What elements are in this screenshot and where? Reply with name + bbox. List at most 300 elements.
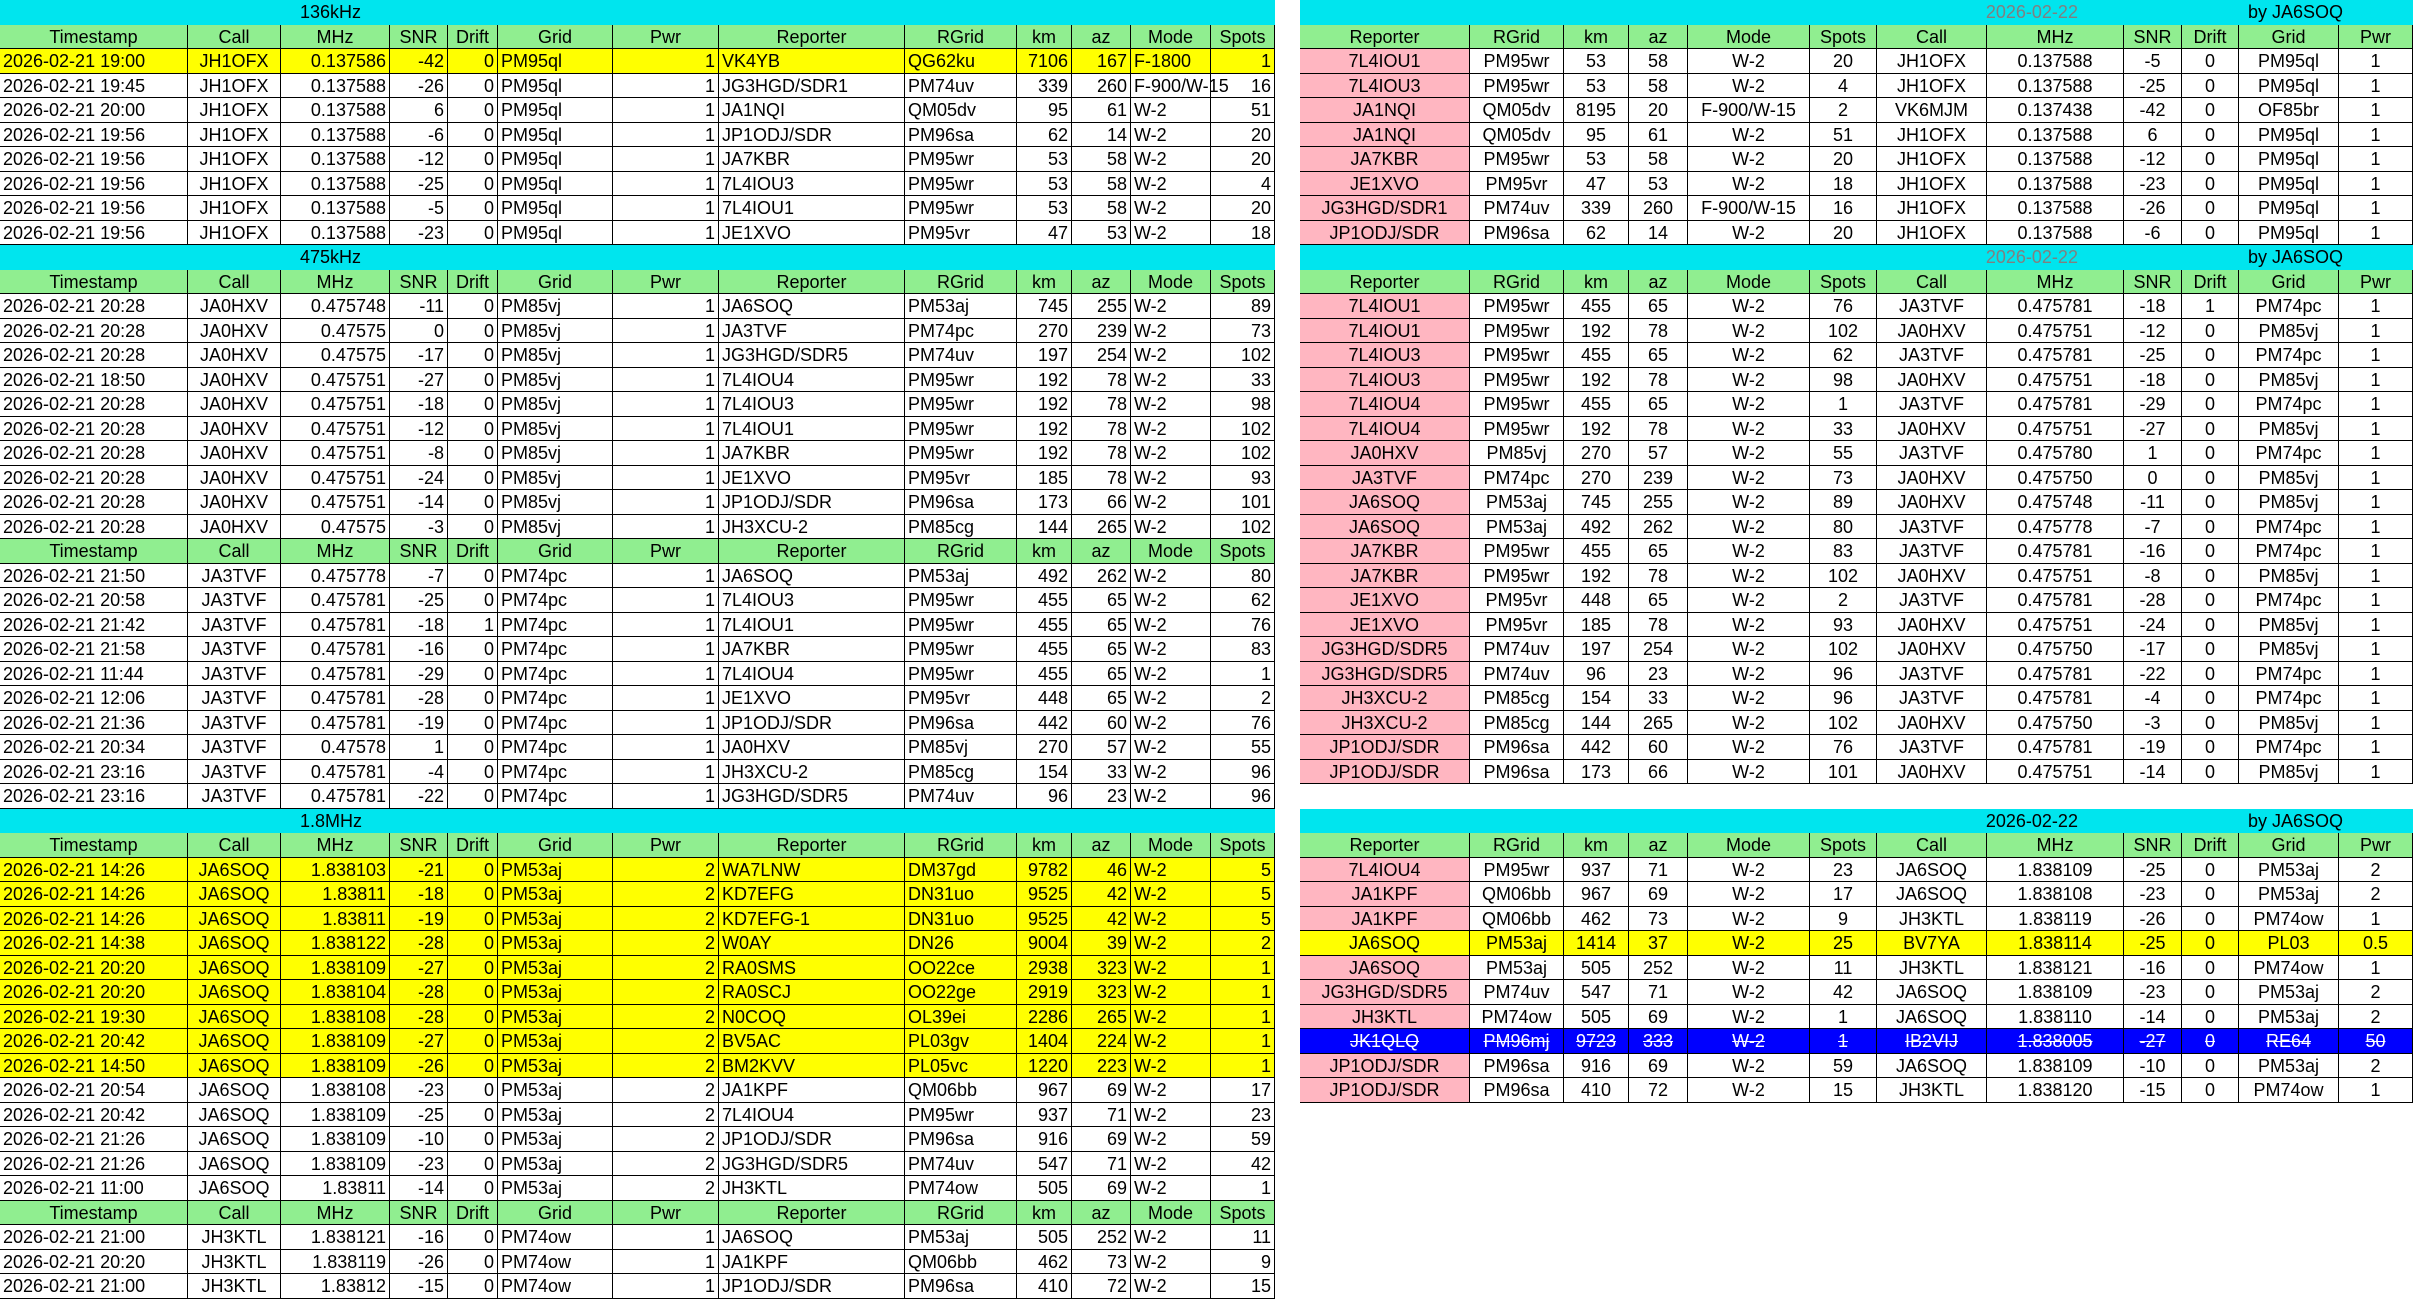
spot-cell[interactable]: W-2 — [1131, 368, 1211, 393]
spot-cell[interactable]: JH1OFX — [188, 221, 281, 246]
spot-cell[interactable]: W0AY — [719, 931, 905, 956]
reporter-cell[interactable]: JA6SOQ — [1300, 515, 1470, 540]
spot-cell[interactable]: PM85cg — [1470, 711, 1564, 736]
spot-cell[interactable]: 0.137588 — [1987, 221, 2124, 246]
spot-cell[interactable]: 7L4IOU3 — [719, 172, 905, 197]
spot-cell[interactable]: PM53aj — [498, 882, 613, 907]
reporter-cell[interactable]: 7L4IOU1 — [1300, 319, 1470, 344]
spot-cell[interactable]: PM53aj — [2239, 1054, 2339, 1079]
spot-cell[interactable]: 2026-02-21 19:45 — [0, 74, 188, 99]
spot-cell[interactable]: W-2 — [1131, 613, 1211, 638]
spot-cell[interactable]: 73 — [1072, 1250, 1131, 1275]
spot-cell[interactable]: PM74ow — [1470, 1005, 1564, 1030]
spot-cell[interactable]: JA0HXV — [1877, 711, 1987, 736]
spot-cell[interactable]: 455 — [1017, 637, 1072, 662]
spot-cell[interactable]: JA3TVF — [188, 564, 281, 589]
spot-cell[interactable]: 78 — [1629, 564, 1688, 589]
spot-cell[interactable]: 442 — [1564, 735, 1629, 760]
spot-cell[interactable]: 0 — [448, 1103, 498, 1128]
spot-cell[interactable]: JA3TVF — [1877, 662, 1987, 687]
spot-cell[interactable]: 0 — [2182, 760, 2239, 785]
spot-cell[interactable]: 0 — [2182, 392, 2239, 417]
spot-cell[interactable]: -7 — [390, 564, 448, 589]
spot-cell[interactable]: JA0HXV — [188, 490, 281, 515]
spot-cell[interactable]: JH1OFX — [188, 196, 281, 221]
spot-cell[interactable]: 0 — [2182, 858, 2239, 883]
spot-cell[interactable]: PM95wr — [905, 441, 1017, 466]
spot-cell[interactable]: KD7EFG — [719, 882, 905, 907]
spot-cell[interactable]: -21 — [390, 858, 448, 883]
spot-cell[interactable]: 65 — [1629, 294, 1688, 319]
spot-cell[interactable]: -25 — [2124, 343, 2182, 368]
spot-cell[interactable]: JA7KBR — [719, 441, 905, 466]
spot-cell[interactable]: 1 — [2339, 294, 2413, 319]
spot-cell[interactable]: 410 — [1564, 1078, 1629, 1103]
spot-cell[interactable]: 2026-02-21 20:28 — [0, 319, 188, 344]
spot-cell[interactable]: 42 — [1211, 1152, 1275, 1177]
spot-cell[interactable]: 0.475781 — [1987, 662, 2124, 687]
spot-cell[interactable]: W-2 — [1131, 784, 1211, 809]
spot-cell[interactable]: 0 — [2182, 1029, 2239, 1054]
spot-cell[interactable]: 0.475781 — [1987, 392, 2124, 417]
spot-cell[interactable]: JH1OFX — [188, 147, 281, 172]
spot-cell[interactable]: 1.838109 — [281, 956, 390, 981]
spot-cell[interactable]: 65 — [1629, 539, 1688, 564]
spot-cell[interactable]: 73 — [1211, 319, 1275, 344]
spot-cell[interactable]: 96 — [1211, 784, 1275, 809]
spot-cell[interactable]: 1 — [613, 711, 719, 736]
spot-cell[interactable]: 1.838109 — [1987, 858, 2124, 883]
spot-cell[interactable]: 20 — [1211, 147, 1275, 172]
spot-cell[interactable]: PM95vr — [1470, 588, 1564, 613]
spot-cell[interactable]: PM95vr — [905, 466, 1017, 491]
spot-cell[interactable]: -16 — [2124, 539, 2182, 564]
reporter-cell[interactable]: JA0HXV — [1300, 441, 1470, 466]
spot-cell[interactable]: QM06bb — [905, 1078, 1017, 1103]
spot-cell[interactable]: 73 — [1629, 907, 1688, 932]
spot-cell[interactable]: 0 — [448, 760, 498, 785]
spot-cell[interactable]: 0 — [448, 784, 498, 809]
reporter-cell[interactable]: JA1KPF — [1300, 907, 1470, 932]
spot-cell[interactable]: W-2 — [1131, 1078, 1211, 1103]
spot-cell[interactable]: -5 — [390, 196, 448, 221]
spot-cell[interactable]: BV7YA — [1877, 931, 1987, 956]
spot-cell[interactable]: 2026-02-21 19:56 — [0, 123, 188, 148]
spot-cell[interactable]: 255 — [1629, 490, 1688, 515]
spot-cell[interactable]: 0.475781 — [1987, 294, 2124, 319]
spot-cell[interactable]: 0 — [448, 196, 498, 221]
spot-cell[interactable]: -7 — [2124, 515, 2182, 540]
spot-cell[interactable]: PM95ql — [2239, 49, 2339, 74]
spot-cell[interactable]: 0.137588 — [1987, 196, 2124, 221]
spot-cell[interactable]: 72 — [1072, 1274, 1131, 1299]
spot-cell[interactable]: 0 — [2182, 980, 2239, 1005]
reporter-cell[interactable]: JA1NQI — [1300, 123, 1470, 148]
spot-cell[interactable]: 410 — [1017, 1274, 1072, 1299]
spot-cell[interactable]: 0 — [448, 49, 498, 74]
spot-cell[interactable]: -25 — [2124, 931, 2182, 956]
spot-cell[interactable]: 0.475750 — [1987, 637, 2124, 662]
spot-cell[interactable]: PM95wr — [905, 588, 1017, 613]
spot-cell[interactable]: 0 — [2182, 588, 2239, 613]
spot-cell[interactable]: PM95wr — [1470, 74, 1564, 99]
spot-cell[interactable]: 1 — [613, 417, 719, 442]
spot-cell[interactable]: W-2 — [1131, 172, 1211, 197]
spot-cell[interactable]: RE64 — [2239, 1029, 2339, 1054]
spot-cell[interactable]: JA0HXV — [1877, 613, 1987, 638]
spot-cell[interactable]: F-900/W-15 — [1688, 196, 1810, 221]
spot-cell[interactable]: 1 — [2339, 662, 2413, 687]
spot-cell[interactable]: -26 — [2124, 196, 2182, 221]
spot-cell[interactable]: 1.838103 — [281, 858, 390, 883]
spot-cell[interactable]: -17 — [2124, 637, 2182, 662]
spot-cell[interactable]: PM85vj — [498, 490, 613, 515]
spot-cell[interactable]: PM53aj — [498, 1103, 613, 1128]
spot-cell[interactable]: 0.475781 — [281, 662, 390, 687]
spot-cell[interactable]: PM74uv — [1470, 980, 1564, 1005]
spot-cell[interactable]: BV5AC — [719, 1029, 905, 1054]
spot-cell[interactable]: PM74pc — [2239, 392, 2339, 417]
spot-cell[interactable]: 0 — [2182, 907, 2239, 932]
spot-cell[interactable]: 0 — [2182, 196, 2239, 221]
spot-cell[interactable]: -26 — [390, 74, 448, 99]
spot-cell[interactable]: -18 — [390, 882, 448, 907]
spot-cell[interactable]: PM74uv — [905, 74, 1017, 99]
spot-cell[interactable]: 0.475751 — [281, 368, 390, 393]
spot-cell[interactable]: 1 — [2339, 368, 2413, 393]
spot-cell[interactable]: 0.475781 — [281, 784, 390, 809]
spot-cell[interactable]: 2026-02-21 20:20 — [0, 980, 188, 1005]
spot-cell[interactable]: 20 — [1810, 147, 1877, 172]
spot-cell[interactable]: 53 — [1072, 221, 1131, 246]
spot-cell[interactable]: 2026-02-21 21:26 — [0, 1152, 188, 1177]
spot-cell[interactable]: DN26 — [905, 931, 1017, 956]
spot-cell[interactable]: 2026-02-21 20:28 — [0, 392, 188, 417]
spot-cell[interactable]: 0 — [448, 123, 498, 148]
spot-cell[interactable]: 0 — [448, 1152, 498, 1177]
spot-cell[interactable]: W-2 — [1688, 956, 1810, 981]
spot-cell[interactable]: JA6SOQ — [188, 858, 281, 883]
spot-cell[interactable]: PM96sa — [1470, 1054, 1564, 1079]
spot-cell[interactable]: -8 — [2124, 564, 2182, 589]
spot-cell[interactable]: 1 — [613, 735, 719, 760]
spot-cell[interactable]: 65 — [1072, 588, 1131, 613]
spot-cell[interactable]: PM85vj — [498, 392, 613, 417]
reporter-cell[interactable]: 7L4IOU3 — [1300, 74, 1470, 99]
spot-cell[interactable]: 224 — [1072, 1029, 1131, 1054]
spot-cell[interactable]: JA3TVF — [719, 319, 905, 344]
spot-cell[interactable]: 0 — [448, 686, 498, 711]
spot-cell[interactable]: 916 — [1017, 1127, 1072, 1152]
reporter-cell[interactable]: 7L4IOU1 — [1300, 49, 1470, 74]
spot-cell[interactable]: 0.137588 — [1987, 74, 2124, 99]
reporter-cell[interactable]: JG3HGD/SDR5 — [1300, 662, 1470, 687]
spot-cell[interactable]: -6 — [390, 123, 448, 148]
spot-cell[interactable]: 1 — [448, 613, 498, 638]
spot-cell[interactable]: W-2 — [1688, 123, 1810, 148]
spot-cell[interactable]: 223 — [1072, 1054, 1131, 1079]
spot-cell[interactable]: 0.137588 — [281, 98, 390, 123]
spot-cell[interactable]: PM85vj — [2239, 760, 2339, 785]
spot-cell[interactable]: 192 — [1017, 417, 1072, 442]
spot-cell[interactable]: PM95wr — [1470, 319, 1564, 344]
spot-cell[interactable]: PM53aj — [2239, 980, 2339, 1005]
spot-cell[interactable]: JA3TVF — [1877, 588, 1987, 613]
spot-cell[interactable]: 0 — [2182, 882, 2239, 907]
spot-cell[interactable]: 5 — [1211, 907, 1275, 932]
spot-cell[interactable]: PM95vr — [1470, 172, 1564, 197]
spot-cell[interactable]: PM53aj — [498, 1078, 613, 1103]
reporter-cell[interactable]: 7L4IOU3 — [1300, 343, 1470, 368]
spot-cell[interactable]: N0COQ — [719, 1005, 905, 1030]
spot-cell[interactable]: 1 — [2339, 417, 2413, 442]
spot-cell[interactable]: 6 — [2124, 123, 2182, 148]
spot-cell[interactable]: -29 — [390, 662, 448, 687]
spot-cell[interactable]: 0 — [2182, 539, 2239, 564]
spot-cell[interactable]: JA0HXV — [1877, 637, 1987, 662]
spot-cell[interactable]: W-2 — [1131, 931, 1211, 956]
spot-cell[interactable]: 1 — [613, 123, 719, 148]
spot-cell[interactable]: 11 — [1211, 1225, 1275, 1250]
spot-cell[interactable]: 547 — [1564, 980, 1629, 1005]
spot-cell[interactable]: 2026-02-21 14:50 — [0, 1054, 188, 1079]
spot-cell[interactable]: 0 — [448, 417, 498, 442]
spot-cell[interactable]: PM74pc — [1470, 466, 1564, 491]
spot-cell[interactable]: 1 — [2339, 123, 2413, 148]
spot-cell[interactable]: PM74ow — [498, 1225, 613, 1250]
spot-cell[interactable]: -12 — [2124, 147, 2182, 172]
spot-cell[interactable]: 2 — [1211, 931, 1275, 956]
spot-cell[interactable]: DM37gd — [905, 858, 1017, 883]
spot-cell[interactable]: 0.137588 — [281, 123, 390, 148]
spot-cell[interactable]: PM95vr — [1470, 613, 1564, 638]
spot-cell[interactable]: 0 — [448, 319, 498, 344]
spot-cell[interactable]: 0.475781 — [1987, 588, 2124, 613]
spot-cell[interactable]: -18 — [390, 392, 448, 417]
spot-cell[interactable]: 65 — [1072, 613, 1131, 638]
spot-cell[interactable]: 0.137588 — [1987, 123, 2124, 148]
spot-cell[interactable]: 462 — [1017, 1250, 1072, 1275]
reporter-cell[interactable]: JH3XCU-2 — [1300, 686, 1470, 711]
spot-cell[interactable]: -16 — [390, 637, 448, 662]
spot-cell[interactable]: JP1ODJ/SDR — [719, 1274, 905, 1299]
spot-cell[interactable]: PM95wr — [1470, 49, 1564, 74]
spot-cell[interactable]: PM85vj — [2239, 368, 2339, 393]
spot-cell[interactable]: 0.475781 — [281, 613, 390, 638]
spot-cell[interactable]: 69 — [1072, 1078, 1131, 1103]
spot-cell[interactable]: 37 — [1629, 931, 1688, 956]
spot-cell[interactable]: 505 — [1564, 1005, 1629, 1030]
spot-cell[interactable]: 58 — [1072, 147, 1131, 172]
spot-cell[interactable]: W-2 — [1131, 711, 1211, 736]
spot-cell[interactable]: 71 — [1072, 1152, 1131, 1177]
spot-cell[interactable]: PM74pc — [2239, 686, 2339, 711]
spot-cell[interactable]: 2026-02-21 20:54 — [0, 1078, 188, 1103]
spot-cell[interactable]: 0.475781 — [281, 760, 390, 785]
spot-cell[interactable]: PM85vj — [498, 441, 613, 466]
spot-cell[interactable]: JP1ODJ/SDR — [719, 490, 905, 515]
spot-cell[interactable]: 1 — [1211, 662, 1275, 687]
reporter-cell[interactable]: JP1ODJ/SDR — [1300, 221, 1470, 246]
spot-cell[interactable]: 69 — [1629, 882, 1688, 907]
spot-cell[interactable]: DN31uo — [905, 907, 1017, 932]
spot-cell[interactable]: 265 — [1072, 1005, 1131, 1030]
spot-cell[interactable]: 11 — [1810, 956, 1877, 981]
spot-cell[interactable]: JG3HGD/SDR5 — [719, 343, 905, 368]
spot-cell[interactable]: 2026-02-21 14:26 — [0, 882, 188, 907]
spot-cell[interactable]: OL39ei — [905, 1005, 1017, 1030]
spot-cell[interactable]: JH3KTL — [1877, 1078, 1987, 1103]
spot-cell[interactable]: 1 — [2339, 147, 2413, 172]
spot-cell[interactable]: 154 — [1017, 760, 1072, 785]
spot-cell[interactable]: 0 — [448, 711, 498, 736]
spot-cell[interactable]: JA3TVF — [188, 637, 281, 662]
reporter-cell[interactable]: JG3HGD/SDR5 — [1300, 980, 1470, 1005]
spot-cell[interactable]: 9723 — [1564, 1029, 1629, 1054]
spot-cell[interactable]: 0 — [2182, 931, 2239, 956]
spot-cell[interactable]: JH1OFX — [188, 123, 281, 148]
spot-cell[interactable]: JA7KBR — [719, 637, 905, 662]
spot-cell[interactable]: 0 — [2182, 368, 2239, 393]
spot-cell[interactable]: 0 — [448, 858, 498, 883]
spot-cell[interactable]: JA0HXV — [1877, 490, 1987, 515]
spot-cell[interactable]: QM05dv — [1470, 123, 1564, 148]
spot-cell[interactable]: 18 — [1211, 221, 1275, 246]
spot-cell[interactable]: 2026-02-21 20:28 — [0, 515, 188, 540]
spot-cell[interactable]: 0 — [2182, 49, 2239, 74]
spot-cell[interactable]: PM85vj — [498, 343, 613, 368]
spot-cell[interactable]: JA3TVF — [188, 686, 281, 711]
spot-cell[interactable]: 492 — [1017, 564, 1072, 589]
spot-cell[interactable]: JH1OFX — [188, 49, 281, 74]
spot-cell[interactable]: 76 — [1211, 613, 1275, 638]
spot-cell[interactable]: 1 — [1810, 1029, 1877, 1054]
spot-cell[interactable]: -8 — [390, 441, 448, 466]
spot-cell[interactable]: -26 — [390, 1054, 448, 1079]
spot-cell[interactable]: 102 — [1810, 711, 1877, 736]
spot-cell[interactable]: 2 — [1810, 588, 1877, 613]
spot-cell[interactable]: 2026-02-21 21:58 — [0, 637, 188, 662]
spot-cell[interactable]: -24 — [390, 466, 448, 491]
spot-cell[interactable]: 1.838109 — [281, 1103, 390, 1128]
spot-cell[interactable]: 0 — [2182, 515, 2239, 540]
reporter-cell[interactable]: JG3HGD/SDR5 — [1300, 637, 1470, 662]
spot-cell[interactable]: 2026-02-21 21:36 — [0, 711, 188, 736]
spot-cell[interactable]: W-2 — [1688, 417, 1810, 442]
spot-cell[interactable]: OF85br — [2239, 98, 2339, 123]
spot-cell[interactable]: 14 — [1072, 123, 1131, 148]
spot-cell[interactable]: 8195 — [1564, 98, 1629, 123]
spot-cell[interactable]: 96 — [1211, 760, 1275, 785]
spot-cell[interactable]: 78 — [1072, 392, 1131, 417]
spot-cell[interactable]: 1.83811 — [281, 882, 390, 907]
spot-cell[interactable]: 1 — [2339, 515, 2413, 540]
spot-cell[interactable]: 255 — [1072, 294, 1131, 319]
spot-cell[interactable]: JH3KTL — [719, 1176, 905, 1201]
reporter-cell[interactable]: JP1ODJ/SDR — [1300, 760, 1470, 785]
spot-cell[interactable]: -11 — [390, 294, 448, 319]
spot-cell[interactable]: 0.475781 — [1987, 686, 2124, 711]
spot-cell[interactable]: 0 — [2182, 662, 2239, 687]
spot-cell[interactable]: PM96sa — [1470, 760, 1564, 785]
spot-cell[interactable]: PM96sa — [905, 490, 1017, 515]
spot-cell[interactable]: PM85vj — [2239, 564, 2339, 589]
spot-cell[interactable]: 0.475751 — [1987, 319, 2124, 344]
spot-cell[interactable]: 2026-02-21 23:16 — [0, 784, 188, 809]
spot-cell[interactable]: 20 — [1810, 49, 1877, 74]
spot-cell[interactable]: 1 — [2339, 319, 2413, 344]
spot-cell[interactable]: 1.83812 — [281, 1274, 390, 1299]
spot-cell[interactable]: 46 — [1072, 858, 1131, 883]
spot-cell[interactable]: PM74uv — [1470, 662, 1564, 687]
spot-cell[interactable]: 1 — [613, 662, 719, 687]
spot-cell[interactable]: 1 — [613, 98, 719, 123]
spot-cell[interactable]: W-2 — [1688, 221, 1810, 246]
spot-cell[interactable]: 967 — [1017, 1078, 1072, 1103]
spot-cell[interactable]: -11 — [2124, 490, 2182, 515]
spot-cell[interactable]: 62 — [1211, 588, 1275, 613]
spot-cell[interactable]: 2026-02-21 20:28 — [0, 490, 188, 515]
spot-cell[interactable]: 1 — [1211, 49, 1275, 74]
spot-cell[interactable]: 455 — [1017, 613, 1072, 638]
spot-cell[interactable]: 102 — [1211, 515, 1275, 540]
spot-cell[interactable]: PM95ql — [498, 196, 613, 221]
spot-cell[interactable]: W-2 — [1131, 1029, 1211, 1054]
spot-cell[interactable]: JA3TVF — [188, 735, 281, 760]
spot-cell[interactable]: W-2 — [1131, 1005, 1211, 1030]
spot-cell[interactable]: PM53aj — [1470, 956, 1564, 981]
spot-cell[interactable]: 0 — [2182, 466, 2239, 491]
spot-cell[interactable]: PM74pc — [498, 784, 613, 809]
spot-cell[interactable]: 1 — [2339, 466, 2413, 491]
spot-cell[interactable]: 53 — [1017, 196, 1072, 221]
spot-cell[interactable]: 1.838122 — [281, 931, 390, 956]
spot-cell[interactable]: 1 — [2339, 907, 2413, 932]
spot-cell[interactable]: 73 — [1810, 466, 1877, 491]
spot-cell[interactable]: 2 — [613, 1176, 719, 1201]
spot-cell[interactable]: 66 — [1072, 490, 1131, 515]
spot-cell[interactable]: 339 — [1564, 196, 1629, 221]
spot-cell[interactable]: 1 — [1211, 1176, 1275, 1201]
spot-cell[interactable]: JA0HXV — [1877, 564, 1987, 589]
spot-cell[interactable]: 2026-02-21 18:50 — [0, 368, 188, 393]
spot-cell[interactable]: 0 — [448, 735, 498, 760]
spot-cell[interactable]: JA0HXV — [1877, 368, 1987, 393]
spot-cell[interactable]: W-2 — [1688, 368, 1810, 393]
reporter-cell[interactable]: JA6SOQ — [1300, 490, 1470, 515]
spot-cell[interactable]: 1 — [2339, 588, 2413, 613]
spot-cell[interactable]: JA3TVF — [188, 588, 281, 613]
spot-cell[interactable]: 60 — [1629, 735, 1688, 760]
spot-cell[interactable]: JH1OFX — [1877, 49, 1987, 74]
spot-cell[interactable]: JH3KTL — [188, 1225, 281, 1250]
spot-cell[interactable]: 102 — [1211, 441, 1275, 466]
spot-cell[interactable]: 1 — [613, 294, 719, 319]
spot-cell[interactable]: -27 — [390, 368, 448, 393]
spot-cell[interactable]: 25 — [1810, 931, 1877, 956]
spot-cell[interactable]: 270 — [1564, 466, 1629, 491]
spot-cell[interactable]: JA0HXV — [1877, 319, 1987, 344]
spot-cell[interactable]: 0.475748 — [281, 294, 390, 319]
spot-cell[interactable]: 2026-02-21 20:42 — [0, 1029, 188, 1054]
spot-cell[interactable]: JA3TVF — [1877, 392, 1987, 417]
spot-cell[interactable]: 0 — [448, 98, 498, 123]
spot-cell[interactable]: PM85cg — [905, 760, 1017, 785]
spot-cell[interactable]: JA3TVF — [188, 711, 281, 736]
spot-cell[interactable]: PM95ql — [498, 49, 613, 74]
spot-cell[interactable]: W-2 — [1131, 1054, 1211, 1079]
spot-cell[interactable]: 1 — [613, 1250, 719, 1275]
